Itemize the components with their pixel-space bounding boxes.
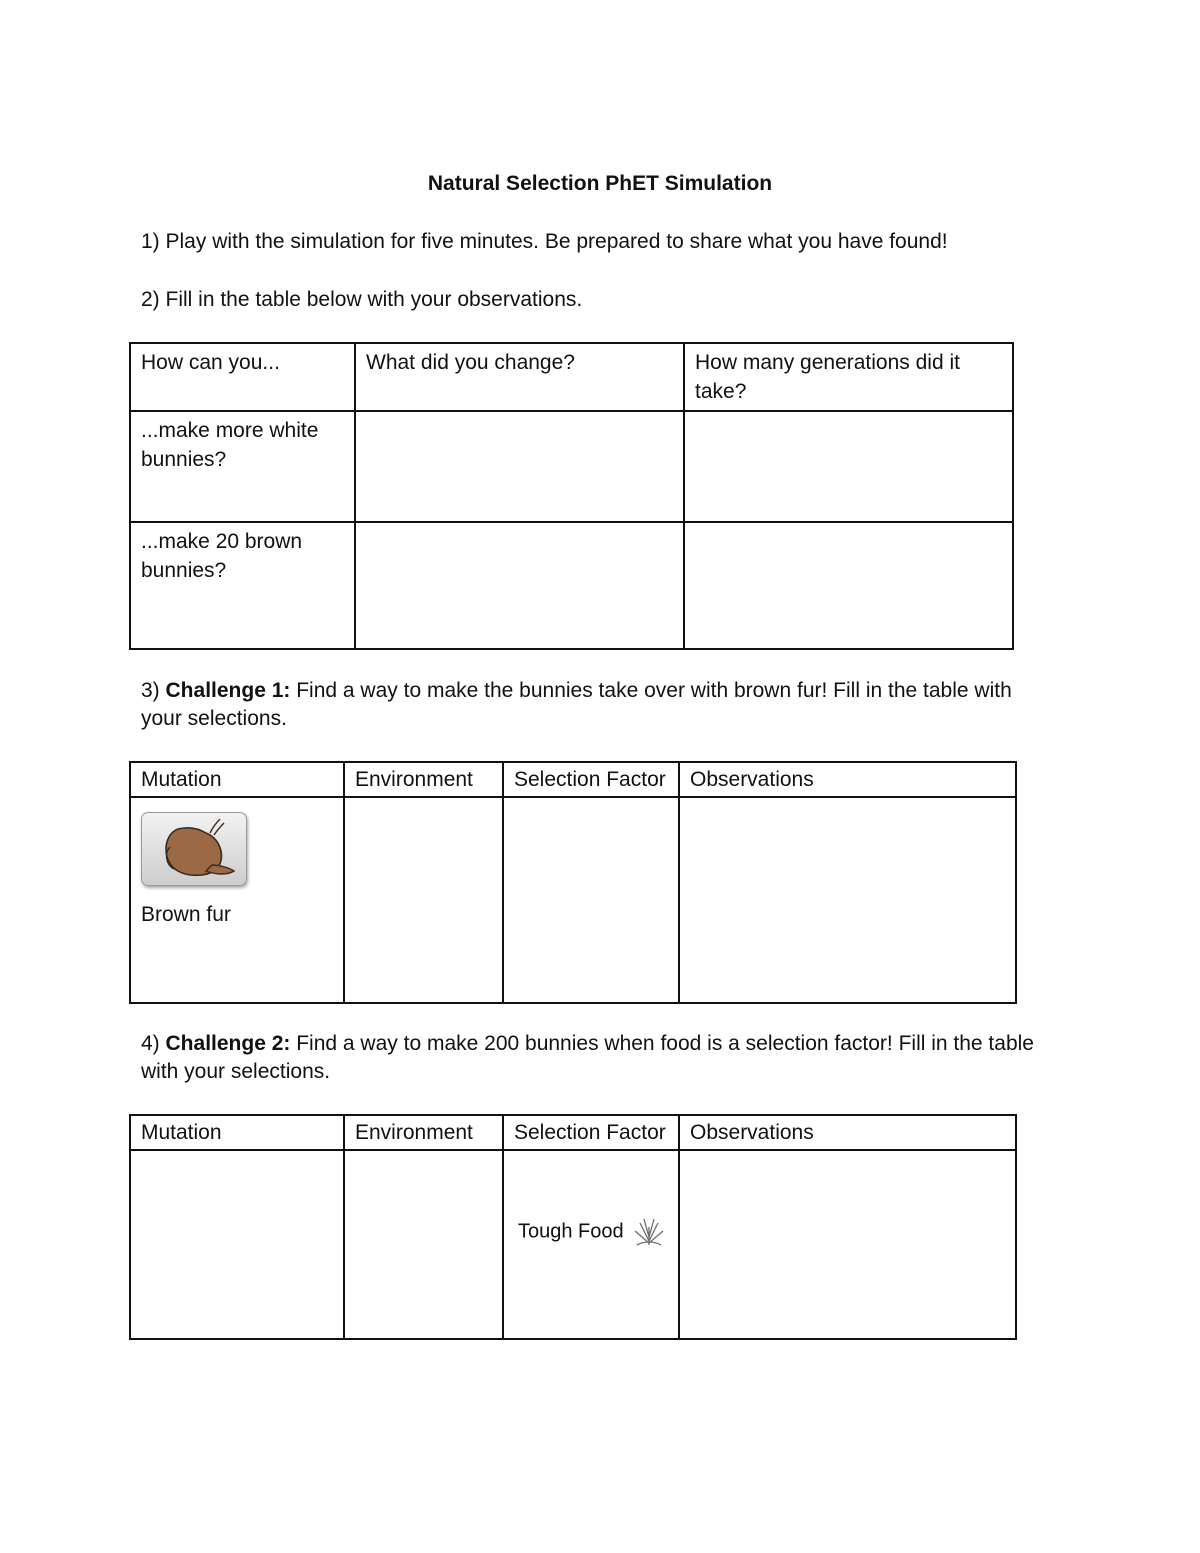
mutation-cell	[130, 797, 344, 1003]
challenge-2-label: Challenge 2:	[165, 1032, 291, 1055]
header-environment: Environment	[344, 762, 503, 797]
answer-cell[interactable]	[679, 1150, 1016, 1339]
header-selection-factor: Selection Factor	[503, 1115, 679, 1150]
answer-cell[interactable]	[355, 411, 684, 522]
row-white-bunnies: ...make more white bunnies?	[130, 411, 355, 522]
answer-cell[interactable]	[684, 522, 1013, 649]
answer-cell[interactable]	[679, 797, 1016, 1003]
answer-cell[interactable]	[130, 1150, 344, 1339]
answer-cell[interactable]	[684, 411, 1013, 522]
header-mutation: Mutation	[130, 762, 344, 797]
tough-food-icon	[632, 1217, 666, 1247]
header-observations: Observations	[679, 762, 1016, 797]
answer-cell[interactable]	[344, 1150, 503, 1339]
challenge-1-table	[129, 761, 1017, 1004]
header-environment: Environment	[344, 1115, 503, 1150]
table-row	[130, 762, 1016, 797]
question-1: 1) Play with the simulation for five minutes. Be prepared to share what you have found!	[141, 230, 948, 253]
table-row	[130, 522, 1013, 649]
header-observations: Observations	[679, 1115, 1016, 1150]
answer-cell[interactable]	[344, 797, 503, 1003]
table-row	[130, 343, 1013, 411]
question-2: 2) Fill in the table below with your observations.	[141, 288, 583, 311]
header-generations: How many generations did it take?	[684, 343, 1013, 411]
header-selection-factor: Selection Factor	[503, 762, 679, 797]
tough-food-label: Tough Food	[518, 1220, 624, 1243]
answer-cell[interactable]	[503, 797, 679, 1003]
brown-fur-label: Brown fur	[141, 903, 231, 926]
challenge-1-label: Challenge 1:	[165, 679, 291, 702]
header-what-changed: What did you change?	[355, 343, 684, 411]
brown-fur-button[interactable]	[141, 812, 247, 886]
table-row	[130, 1115, 1016, 1150]
brown-bunny-icon	[156, 819, 236, 881]
selection-factor-cell	[503, 1150, 679, 1339]
question-3: 3) Challenge 1: Find a way to make the bunnies take over with brown fur! Fill in the table with your selections.	[141, 679, 1012, 730]
table-row	[130, 797, 1016, 1003]
challenge-2-table	[129, 1114, 1017, 1340]
row-brown-bunnies: ...make 20 brown bunnies?	[130, 522, 355, 649]
table-row	[130, 1150, 1016, 1339]
tough-food-item[interactable]	[518, 1217, 668, 1247]
question-4: 4) Challenge 2: Find a way to make 200 bunnies when food is a selection factor! Fill in the table with your selections.	[141, 1032, 1034, 1083]
page-title: Natural Selection PhET Simulation	[427, 172, 773, 195]
header-how-can-you: How can you...	[130, 343, 355, 411]
observations-table	[129, 342, 1014, 650]
answer-cell[interactable]	[355, 522, 684, 649]
table-row	[130, 411, 1013, 522]
header-mutation: Mutation	[130, 1115, 344, 1150]
